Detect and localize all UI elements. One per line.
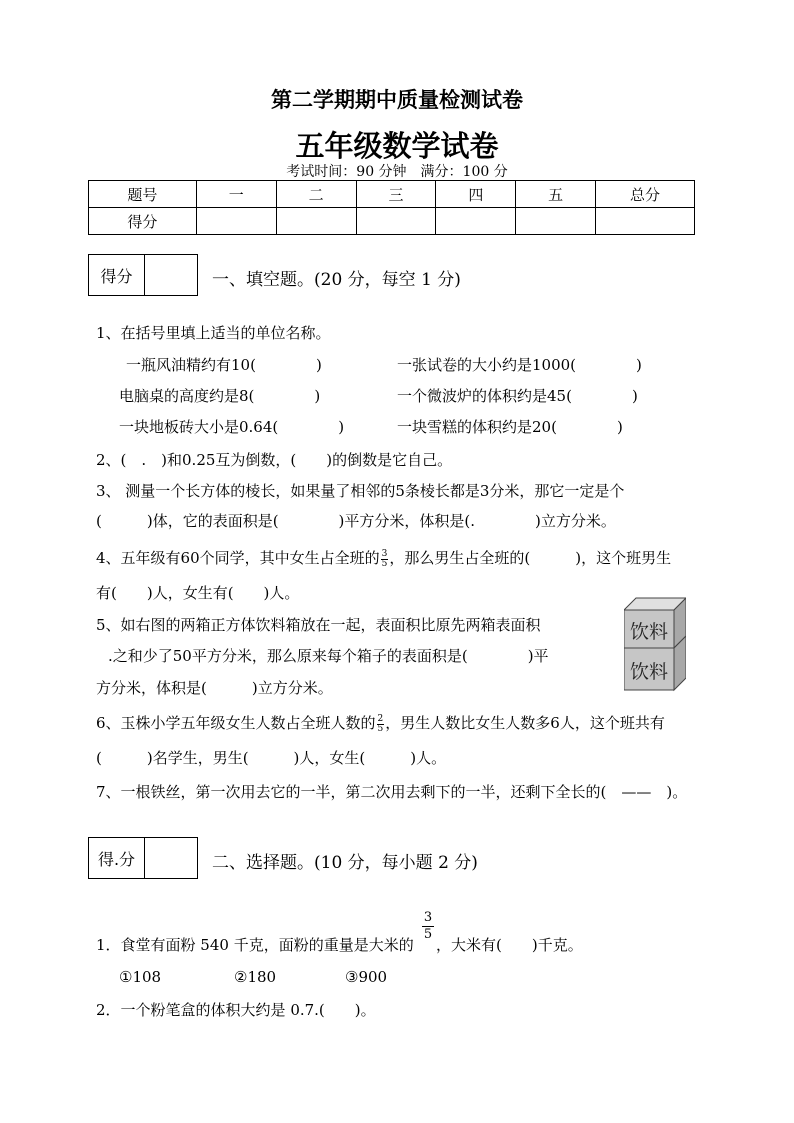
fraction-numerator: 2: [377, 713, 384, 724]
score-table-cell: 一: [196, 181, 276, 208]
q6-fraction: [377, 715, 385, 734]
s2-q1-option-3[interactable]: ③900: [345, 968, 388, 986]
q1-d: 一个微波炉的体积约是45( ): [397, 387, 638, 405]
s2-q1-text-post: ，大米有( )千克。: [436, 936, 583, 954]
score-table-cell: 总分: [596, 181, 695, 208]
q4-line2: 有( )人，女生有( )人。: [96, 584, 300, 602]
q1-f: 一块雪糕的体积约是20( ): [397, 418, 623, 436]
q1-stem: 1、在括号里填上适当的单位名称。: [96, 324, 331, 342]
q4-text-pre: 4、五年级有60个同学，其中女生占全班的: [96, 549, 380, 567]
q1-a: 一瓶风油精约有10( ): [126, 356, 322, 374]
s2-q1-fraction: [422, 910, 434, 943]
score-input-cell[interactable]: [436, 208, 516, 235]
q6-line1: [96, 712, 665, 734]
q1-e: 一块地板砖大小是0.64( ): [119, 418, 345, 436]
score-table-header-row: [89, 181, 695, 208]
q5-line2: .之和少了50平方分米，那么原来每个箱子的表面积是( )平: [108, 647, 549, 665]
section2-score-label: 得.分: [89, 838, 145, 878]
q5-line3: 方分米，体积是( )立方分米。: [96, 679, 333, 697]
fraction-numerator: 3: [423, 910, 433, 925]
section2-score-box: [88, 837, 198, 879]
q4-fraction: [381, 550, 389, 569]
score-table-cell: 五: [516, 181, 596, 208]
fraction-denominator: 5: [423, 927, 433, 942]
score-table-cell: 题号: [89, 181, 197, 208]
stacked-boxes-figure: [624, 596, 686, 692]
fraction-denominator: 5: [377, 723, 384, 734]
q6-line2: ( )名学生，男生( )人，女生( )人。: [96, 749, 447, 767]
score-input-cell[interactable]: [516, 208, 596, 235]
q2: 2、( . )和0.25互为倒数，( )的倒数是它自己。: [96, 451, 453, 469]
box-label-top: 饮料: [629, 621, 669, 643]
score-table-cell: 得分: [89, 208, 197, 235]
s2-q1-option-2[interactable]: ②180: [234, 968, 277, 986]
q4-line1: [96, 547, 671, 569]
q4-text-post: ，那么男生占全班的( )，这个班男生: [389, 549, 672, 567]
q1-b: 一张试卷的大小约是1000( ): [397, 356, 642, 374]
section1-score-label: 得分: [89, 255, 145, 295]
score-input-cell[interactable]: [196, 208, 276, 235]
s2-q1-option-1[interactable]: ①108: [119, 968, 162, 986]
q3-line1: 3、 测量一个长方体的棱长，如果量了相邻的5条棱长都是3分米，那它一定是个: [96, 482, 625, 500]
fraction-denominator: 5: [381, 558, 388, 569]
score-input-cell[interactable]: [356, 208, 436, 235]
exam-title: 第二学期期中质量检测试卷: [271, 87, 523, 112]
q6-text-post: ，男生人数比女生人数多6人，这个班共有: [385, 714, 665, 732]
q1-c: 电脑桌的高度约是8( ): [119, 387, 321, 405]
section1-score-box: [88, 254, 198, 296]
q6-text-pre: 6、玉株小学五年级女生人数占全班人数的: [96, 714, 376, 732]
score-table-cell: 四: [436, 181, 516, 208]
q7: 7、一根铁丝，第一次用去它的一半，第二次用去剩下的一半，还剩下全长的( —— )。: [96, 783, 688, 801]
section1-title: 一、填空题。(20 分，每空 1 分): [212, 270, 461, 290]
section2-title: 二、选择题。(10 分，每小题 2 分): [212, 853, 478, 873]
s2-q2: 2．一个粉笔盒的体积大约是 0.7.( )。: [96, 1001, 376, 1019]
score-table-cell: 三: [356, 181, 436, 208]
q5-line1: 5、如右图的两箱正方体饮料箱放在一起，表面积比原先两箱表面积: [96, 616, 541, 634]
score-table-score-row: [89, 208, 695, 235]
section1-score-field[interactable]: [145, 255, 197, 295]
exam-info: 考试时间：90 分钟 满分：100 分: [286, 164, 508, 180]
box-label-bottom: 饮料: [629, 661, 669, 683]
score-table-cell: 二: [276, 181, 356, 208]
score-table: [88, 180, 695, 235]
score-input-cell[interactable]: [596, 208, 695, 235]
section2-score-field[interactable]: [145, 838, 197, 878]
fraction-numerator: 3: [381, 548, 388, 559]
paper-title: 五年级数学试卷: [295, 129, 499, 163]
score-input-cell[interactable]: [276, 208, 356, 235]
s2-q1-text-pre: 1．食堂有面粉 540 千克，面粉的重量是大米的: [96, 936, 414, 954]
q3-line2: ( )体，它的表面积是( )平方分米，体积是(. )立方分米。: [96, 512, 616, 530]
